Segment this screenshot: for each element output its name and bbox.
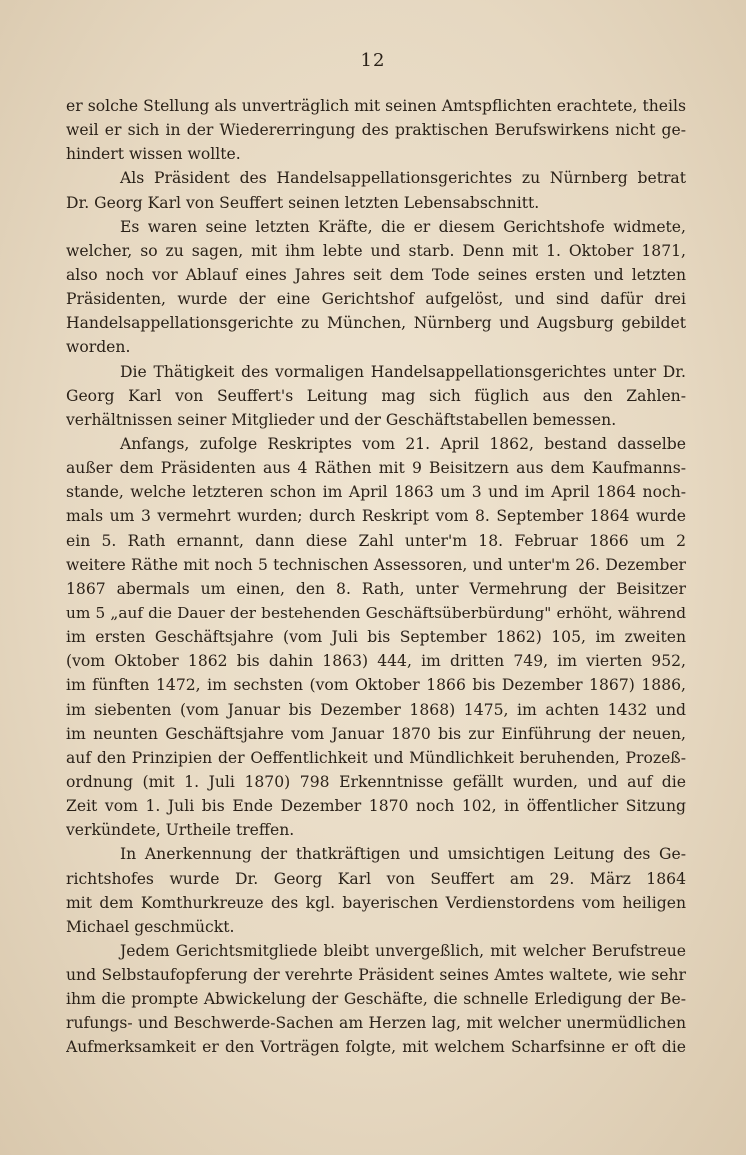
text-line: er solche Stellung als unverträglich mit seinen Amtspflichten erachtete, theils — [66, 97, 686, 115]
text-line: weitere Räthe mit noch 5 technischen Assessoren, und unter'm 26. Dezember — [66, 555, 686, 574]
text-line: ordnung (mit 1. Juli 1870) 798 Erkenntnisse gefällt wurden, und auf die — [66, 772, 686, 791]
text-line: Präsidenten, wurde der eine Gerichtshof aufgelöst, und sind dafür drei — [66, 290, 686, 309]
text-line: im neunten Geschäftsjahre vom Januar 1870 bis zur Einführung der neuen, — [66, 724, 686, 743]
text-line: mit dem Komthurkreuze des kgl. bayerischen Verdienstordens vom heiligen — [66, 893, 686, 912]
text-line: weil er sich in der Wiedererringung des praktischen Berufswirkens nicht ge- — [66, 121, 686, 140]
text-line: also noch vor Ablauf eines Jahres seit dem Tode seines ersten und letzten — [66, 265, 686, 284]
text-line: Georg Karl von Seuffert's Leitung mag sich füglich aus den Zahlen- — [66, 386, 686, 405]
paragraph-start-line: In Anerkennung der thatkräftigen und umsichtigen Leitung des Ge- — [120, 845, 686, 864]
text-line: 1867 abermals um einen, den 8. Rath, unter Vermehrung der Beisitzer — [66, 579, 686, 598]
text-line: stande, welche letzteren schon im April 1863 um 3 und im April 1864 noch- — [66, 483, 686, 502]
text-line: hindert wissen wollte. — [66, 145, 241, 164]
text-line: Aufmerksamkeit er den Vorträgen folgte, mit welchem Scharfsinne er oft die — [66, 1038, 686, 1057]
text-line: außer dem Präsidenten aus 4 Räthen mit 9 Beisitzern aus dem Kaufmanns- — [66, 459, 686, 478]
text-line: im siebenten (vom Januar bis Dezember 1868) 1475, im achten 1432 und — [66, 700, 686, 719]
page-number: 12 — [360, 50, 386, 71]
text-line: (vom Oktober 1862 bis dahin 1863) 444, im dritten 749, im vierten 952, — [66, 652, 686, 671]
paragraph-start-line: Anfangs, zufolge Reskriptes vom 21. April 1862, bestand dasselbe — [120, 434, 686, 453]
text-line: im ersten Geschäftsjahre (vom Juli bis September 1862) 105, im zweiten — [66, 628, 686, 647]
text-line: verhältnissen seiner Mitglieder und der Geschäftstabellen bemessen. — [66, 410, 617, 429]
text-line: verkündete, Urtheile treffen. — [66, 821, 295, 840]
text-line: Michael geschmückt. — [66, 917, 235, 936]
text-line: welcher, so zu sagen, mit ihm lebte und starb. Denn mit 1. Oktober 1871, — [66, 241, 686, 260]
text-line: Zeit vom 1. Juli bis Ende Dezember 1870 noch 102, in öffentlicher Sitzung — [66, 797, 686, 816]
text-line: um 5 „auf die Dauer der bestehenden Geschäftsüberbürdung" erhöht, während — [66, 603, 686, 622]
text-line: ein 5. Rath ernannt, dann diese Zahl unter'm 18. Februar 1866 um 2 — [66, 531, 686, 550]
text-line: worden. — [66, 338, 131, 357]
text-line: und Selbstaufopferung der verehrte Präsident seines Amtes waltete, wie sehr — [66, 966, 686, 985]
body-text — [66, 94, 686, 1060]
paragraph-start-line: Jedem Gerichtsmitgliede bleibt unvergeßlich, mit welcher Berufstreue — [120, 941, 686, 960]
text-line: mals um 3 vermehrt wurden; durch Reskript vom 8. September 1864 wurde — [66, 507, 686, 526]
text-line: rufungs- und Beschwerde-Sachen am Herzen lag, mit welcher unermüdlichen — [66, 1014, 686, 1033]
paragraph-start-line: Die Thätigkeit des vormaligen Handelsappellationsgerichtes unter Dr. — [120, 362, 686, 381]
text-line: Dr. Georg Karl von Seuffert seinen letzten Lebensabschnitt. — [66, 193, 540, 212]
paragraph-start-line: Als Präsident des Handelsappellationsgerichtes zu Nürnberg betrat — [120, 169, 686, 188]
text-line: auf den Prinzipien der Oeffentlichkeit und Mündlichkeit beruhenden, Prozeß- — [66, 748, 686, 767]
text-line: richtshofes wurde Dr. Georg Karl von Seuffert am 29. März 1864 — [66, 869, 686, 888]
text-line: Handelsappellationsgerichte zu München, Nürnberg und Augsburg gebildet — [66, 314, 686, 333]
text-line: ihm die prompte Abwickelung der Geschäfte, die schnelle Erledigung der Be- — [66, 990, 686, 1009]
text-line: im fünften 1472, im sechsten (vom Oktober 1866 bis Dezember 1867) 1886, — [66, 676, 686, 695]
paragraph-start-line: Es waren seine letzten Kräfte, die er diesem Gerichtshofe widmete, — [120, 217, 686, 236]
